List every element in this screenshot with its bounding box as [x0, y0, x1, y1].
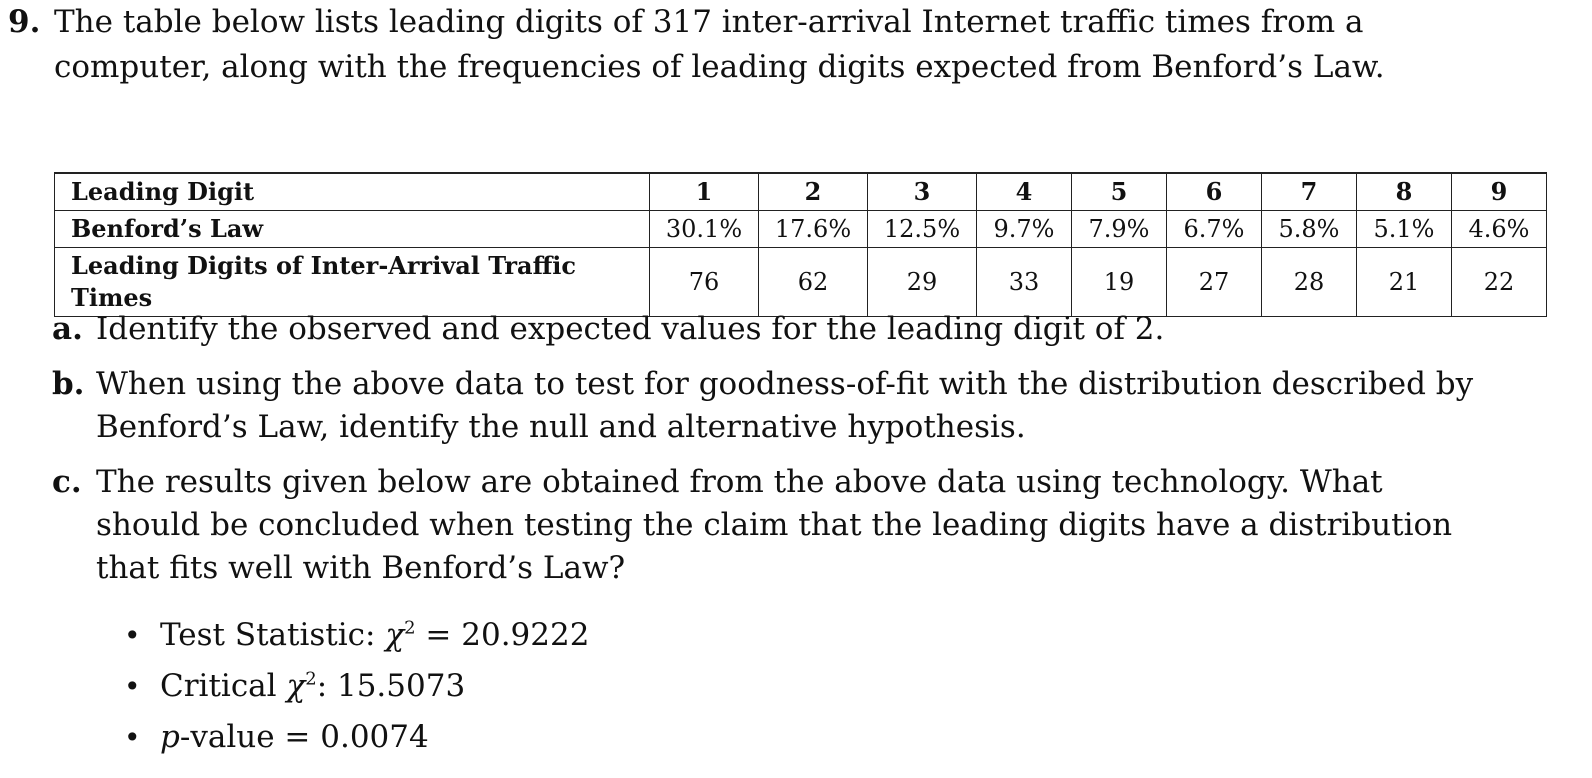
table-cell: 5	[1072, 173, 1167, 211]
result-text	[160, 610, 589, 660]
table-cell: 19	[1072, 248, 1167, 317]
table-cell: 33	[977, 248, 1072, 317]
table-cell: 76	[650, 248, 759, 317]
part-letter: b.	[52, 366, 85, 402]
row-label: Benford’s Law	[55, 211, 650, 248]
table-cell: 9.7%	[977, 211, 1072, 248]
result-value: = 20.9222	[415, 617, 590, 653]
table-cell: 7.9%	[1072, 211, 1167, 248]
table-cell: 21	[1357, 248, 1452, 317]
table-cell: 17.6%	[759, 211, 868, 248]
benford-table	[54, 172, 1547, 317]
table-row-leading-digit	[55, 173, 1547, 211]
table-cell: 6	[1167, 173, 1262, 211]
result-p-value	[124, 712, 1492, 763]
problem-9	[8, 0, 1508, 90]
result-value: : 15.5073	[316, 668, 466, 704]
part-text: When using the above data to test for goodness-of-fit with the distribution described by Benford’s Law, identify the null and alternative hypothesis.	[96, 366, 1474, 445]
table-cell: 7	[1262, 173, 1357, 211]
table-cell: 3	[868, 173, 977, 211]
row-label: Leading Digit	[55, 173, 650, 211]
bullet-icon: •	[124, 721, 141, 754]
result-test-statistic	[124, 610, 1492, 661]
table-cell: 6.7%	[1167, 211, 1262, 248]
table-row-observed	[55, 248, 1547, 317]
result-text	[160, 712, 429, 762]
table-cell: 4.6%	[1452, 211, 1547, 248]
table-cell: 5.8%	[1262, 211, 1357, 248]
table-row-benford	[55, 211, 1547, 248]
table-cell: 4	[977, 173, 1072, 211]
superscript: 2	[305, 668, 317, 690]
table-cell: 22	[1452, 248, 1547, 317]
part-a	[52, 308, 1492, 351]
table-cell: 29	[868, 248, 977, 317]
part-text: Identify the observed and expected values for the leading digit of 2.	[96, 311, 1165, 347]
problem-intro	[8, 0, 1508, 90]
result-label: Test Statistic:	[160, 617, 386, 653]
part-text: The results given below are obtained from the above data using technology. What should be concluded when testing the claim that the leading digits have a distribution that fits well with Benford’s Law?	[96, 464, 1453, 586]
problem-number: 9.	[8, 4, 41, 40]
table-cell: 8	[1357, 173, 1452, 211]
result-critical-value	[124, 661, 1492, 712]
results-list	[124, 610, 1492, 763]
table-cell: 9	[1452, 173, 1547, 211]
result-value: -value = 0.0074	[179, 719, 429, 755]
bullet-icon: •	[124, 670, 141, 703]
benford-table-container	[54, 172, 1547, 317]
result-text	[160, 661, 465, 711]
part-c	[52, 461, 1492, 590]
table-cell: 30.1%	[650, 211, 759, 248]
p-symbol: p	[160, 719, 180, 755]
table-cell: 1	[650, 173, 759, 211]
chi-symbol: χ	[385, 617, 405, 653]
bullet-icon: •	[124, 619, 141, 652]
part-b	[52, 363, 1492, 449]
row-label: Leading Digits of Inter-Arrival Traffic Times	[55, 248, 650, 317]
table-cell: 2	[759, 173, 868, 211]
part-letter: c.	[52, 464, 82, 500]
table-cell: 27	[1167, 248, 1262, 317]
table-cell: 28	[1262, 248, 1357, 317]
problem-intro-text: The table below lists leading digits of 317 inter-arrival Internet traffic times from a computer, along with the frequencies of leading digits expected from Benford’s Law.	[54, 4, 1385, 85]
question-parts	[52, 308, 1492, 763]
table-cell: 62	[759, 248, 868, 317]
chi-symbol: χ	[286, 668, 306, 704]
superscript: 2	[404, 617, 416, 639]
table-cell: 5.1%	[1357, 211, 1452, 248]
part-letter: a.	[52, 311, 83, 347]
table-cell: 12.5%	[868, 211, 977, 248]
result-label: Critical	[160, 668, 287, 704]
